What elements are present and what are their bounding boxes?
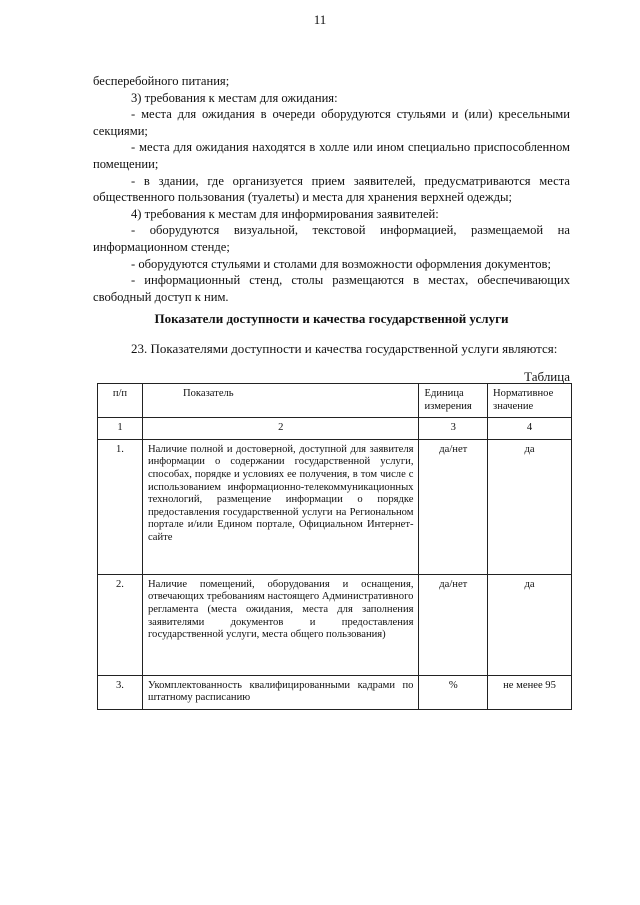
unit-cell: % [419, 675, 488, 709]
norm-cell: да [488, 439, 572, 574]
column-number: 2 [142, 418, 419, 440]
paragraph: 3) требования к местам для ожидания: [131, 90, 338, 105]
paragraph: 4) требования к местам для информирования заявителей: [131, 206, 439, 221]
indicators-table [97, 383, 572, 710]
indicator-cell: Наличие полной и достоверной, доступной для заявителя информации о содержании государственной услуги, способах, порядке и условиях ее получения, в том числе с использованием информационно-телекоммуникационных технологий, размещение информации о порядке предоставления государственной услуги на Региональном портале и/или Едином портале, Официальном Интернет-сайте [142, 439, 419, 574]
column-number: 4 [488, 418, 572, 440]
unit-cell: да/нет [419, 574, 488, 675]
column-number-row [98, 418, 572, 440]
norm-cell: не менее 95 [488, 675, 572, 709]
norm-cell: да [488, 574, 572, 675]
paragraph-23 [93, 341, 570, 357]
indicator-cell: Укомплектованность квалифицированными кадрами по штатному расписанию [142, 675, 419, 709]
header-cell: Единица измерения [419, 384, 488, 418]
table-header-row [98, 384, 572, 418]
paragraph: бесперебойного питания; [93, 74, 230, 88]
row-number: 2. [98, 574, 143, 675]
table-row [98, 439, 572, 574]
paragraph: - информационный стенд, столы размещаются в местах, обеспечивающих свободный доступ к ним. [93, 273, 570, 304]
paragraph: - места для ожидания в очереди оборудуются стульями и (или) кресельными секциями; [93, 107, 570, 138]
paragraph: - в здании, где организуется прием заявителей, предусматриваются места общественного пользования (туалеты) и места для хранения верхней одежды; [93, 173, 570, 205]
header-cell: п/п [98, 384, 143, 418]
table-row [98, 574, 572, 675]
unit-cell: да/нет [419, 439, 488, 574]
paragraph: - оборудуются стульями и столами для возможности оформления документов; [131, 256, 551, 271]
paragraph: 23. Показателями доступности и качества государственной услуги являются: [131, 341, 558, 356]
requirements-text [93, 73, 570, 305]
section-heading: Показатели доступности и качества государственной услуги [154, 311, 509, 326]
indicator-cell: Наличие помещений, оборудования и оснащения, отвечающих требованиям настоящего Административного регламента (места ожидания, места для заполнения заявителями документов и предоставления государственной услуги, места общего пользования) [142, 574, 419, 675]
header-cell: Показатель [142, 384, 419, 418]
row-number: 1. [98, 439, 143, 574]
column-number: 3 [419, 418, 488, 440]
column-number: 1 [98, 418, 143, 440]
table-caption: Таблица [524, 369, 570, 384]
page-number: 11 [313, 12, 327, 27]
header-cell: Нормативное значение [488, 384, 572, 418]
paragraph: - места для ожидания находятся в холле или ином специально приспособленном помещении; [93, 140, 570, 171]
row-number: 3. [98, 675, 143, 709]
table-row [98, 675, 572, 709]
paragraph: - оборудуются визуальной, текстовой информацией, размещаемой на информационном стенде; [93, 223, 570, 254]
